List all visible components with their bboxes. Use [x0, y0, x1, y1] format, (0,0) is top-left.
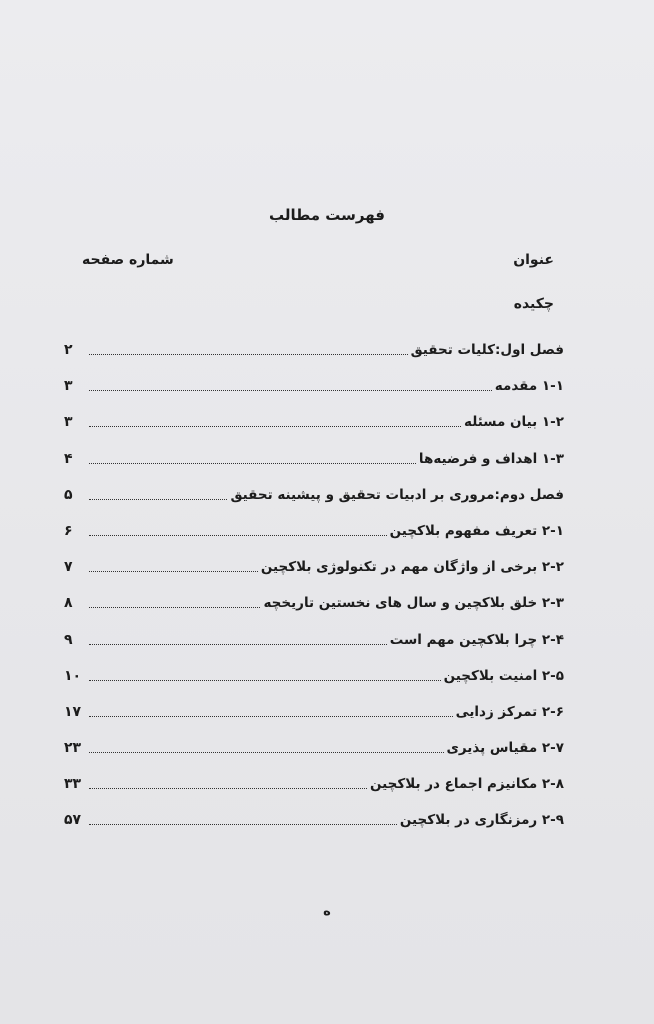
toc-leader-dots	[89, 389, 492, 391]
toc-entry-title: ۲-۶ تمرکز زدایی	[455, 703, 564, 720]
toc-entry-page: ۲	[64, 342, 73, 358]
toc-entry	[64, 475, 564, 505]
toc-leader-dots	[89, 462, 416, 464]
toc-entry-title: فصل اول:کلیات تحقیق	[410, 342, 564, 358]
table-of-contents	[64, 330, 564, 837]
toc-entry-title: ۲-۷ مقیاس پذیری	[446, 740, 564, 757]
toc-leader-dots	[89, 751, 444, 753]
toc-entry-title: ۲-۹ رمزنگاری در بلاکچین	[399, 812, 564, 829]
toc-leader-dots	[89, 353, 408, 355]
toc-entry	[64, 402, 564, 432]
toc-entry-title: ۲-۴ چرا بلاکچین مهم است	[389, 631, 564, 648]
toc-entry-page: ۵	[64, 486, 73, 503]
toc-entry-title: ۱-۲ بیان مسئله	[464, 414, 564, 431]
toc-entry-page: ۳	[64, 414, 73, 431]
toc-entry	[64, 547, 564, 577]
toc-entry-page: ۷	[64, 559, 73, 576]
toc-entry-title: ۱-۱ مقدمه	[494, 378, 564, 395]
column-header-page-number: شماره صفحه	[82, 252, 174, 268]
toc-leader-dots	[89, 606, 260, 608]
toc-entry-page: ۳	[64, 378, 73, 395]
toc-leader-dots	[89, 498, 227, 500]
toc-entry	[64, 366, 564, 396]
toc-entry-page: ۴	[64, 450, 73, 467]
toc-leader-dots	[89, 643, 387, 645]
toc-entry-title: ۲-۲ برخی از واژگان مهم در تکنولوژی بلاکچین	[260, 559, 564, 576]
toc-leader-dots	[89, 787, 367, 789]
toc-entry-page: ۳۳	[64, 776, 82, 793]
toc-entry-page: ۶	[64, 522, 73, 539]
toc-entry	[64, 620, 564, 650]
toc-leader-dots	[89, 534, 387, 536]
toc-entry-title: ۲-۱ تعریف مفهوم بلاکچین	[389, 522, 564, 539]
toc-entry	[64, 764, 564, 794]
toc-leader-dots	[89, 425, 461, 427]
toc-leader-dots	[89, 570, 258, 572]
page-title: فهرست مطالب	[269, 206, 385, 224]
toc-entry-page: ۲۳	[64, 740, 82, 757]
toc-entry-page: ۵۷	[64, 812, 82, 829]
toc-entry-title: ۲-۳ خلق بلاکچین و سال های نخستین تاریخچه	[263, 595, 564, 612]
toc-leader-dots	[89, 823, 397, 825]
toc-entry	[64, 511, 564, 541]
toc-entry-page: ۱۷	[64, 703, 82, 720]
toc-leader-dots	[89, 715, 453, 717]
toc-entry-title: ۱-۳ اهداف و فرضیه‌ها	[418, 450, 564, 467]
toc-entry-page: ۹	[64, 631, 73, 648]
toc-entry-title: فصل دوم:مروری بر ادبیات تحقیق و پیشینه تحقیق	[230, 486, 564, 503]
toc-entry	[64, 692, 564, 722]
toc-entry-title: ۲-۵ امنیت بلاکچین	[443, 667, 564, 684]
toc-entry-page: ۸	[64, 595, 73, 612]
toc-entry-title: ۲-۸ مکانیزم اجماع در بلاکچین	[369, 776, 564, 793]
toc-entry	[64, 800, 564, 830]
toc-entry	[64, 728, 564, 758]
column-header-title: عنوان	[513, 252, 554, 268]
toc-entry	[64, 330, 564, 360]
toc-entry-page: ۱۰	[64, 667, 82, 684]
page-number: ه	[323, 904, 331, 919]
toc-leader-dots	[89, 679, 441, 681]
toc-entry	[64, 439, 564, 469]
toc-abstract-entry: چکیده	[513, 296, 554, 312]
toc-entry	[64, 583, 564, 613]
toc-entry	[64, 656, 564, 686]
